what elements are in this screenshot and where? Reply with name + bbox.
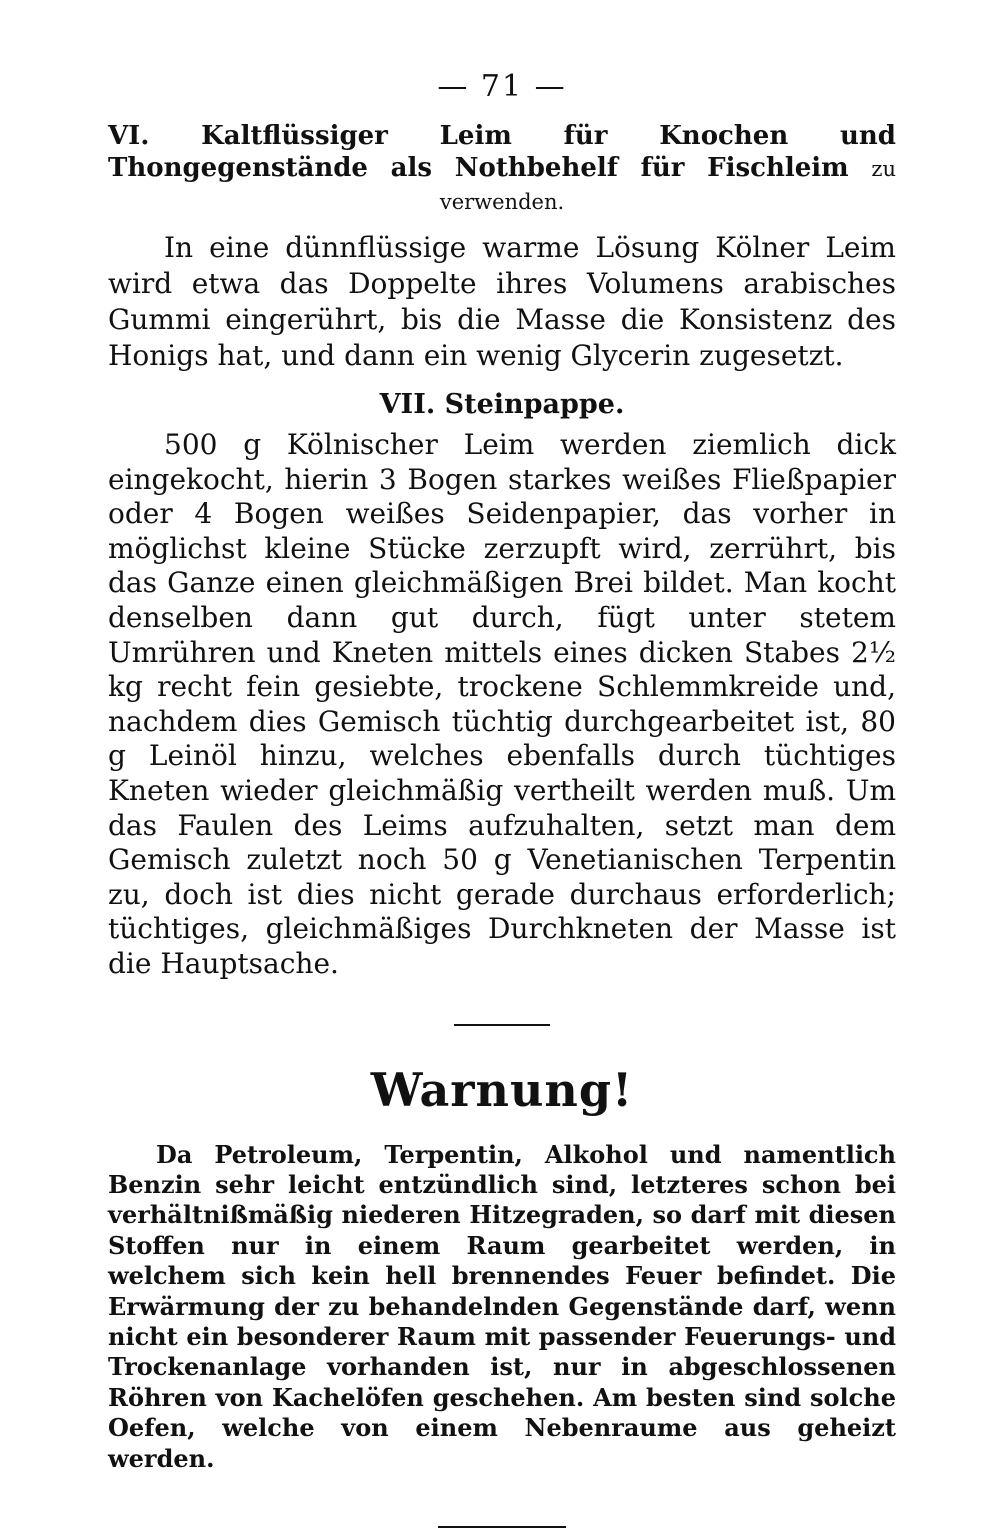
page-number: — 71 — bbox=[437, 69, 567, 104]
section-vii-paragraph: 500 g Kölnischer Leim werden ziemlich dick eingekocht, hierin 3 Bogen starkes weißes Fließpapier oder 4 Bogen weißes Seidenpapier, das vorher in möglichst kleine Stücke zerzupft wird, zerrührt, bis das Ganze einen gleichmäßigen Brei bildet. Man kocht denselben dann gut durch, fügt unter stetem Umrühren und Kneten mittels eines dicken Stabes 2½ kg recht fein gesiebte, trockene Schlemmkreide und, nachdem dies Gemisch tüchtig durchgearbeitet ist, 80 g Leinöl hinzu, welches ebenfalls durch tüchtiges Kneten wieder gleichmäßig vertheilt werden muß. Um das Faulen des Leims aufzuhalten, setzt man dem Gemisch zuletzt noch 50 g Venetianischen Terpentin zu, doch ist dies nicht gerade durchaus erforderlich; tüchtiges, gleichmäßiges Durchkneten der Masse ist die Hauptsache. bbox=[108, 428, 896, 980]
warning-title: Warnung! bbox=[370, 1062, 634, 1117]
book-page bbox=[108, 60, 896, 1528]
warning-paragraph: Da Petroleum, Terpentin, Alkohol und namentlich Benzin sehr leicht entzündlich sind, letzteres schon bei verhältnißmäßig niederen Hitzegraden, so darf mit diesen Stoffen nur in einem Raum gearbeitet werden, in welchem sich kein hell brennendes Feuer befindet. Die Erwärmung der zu behandelnden Gegenstände darf, wenn nicht ein besonderer Raum mit passender Feuerungs- und Trockenanlage vorhanden ist, nur in abgeschlossenen Röhren von Kachelöfen geschehen. Am besten sind solche Oefen, welche von einem Nebenraume aus geheizt werden. bbox=[108, 1139, 896, 1473]
section-vii-heading: VII. Steinpappe. bbox=[379, 389, 625, 420]
section-vi-title-small: zu verwenden. bbox=[439, 157, 896, 214]
divider-rule bbox=[454, 1024, 550, 1026]
section-vi-numeral: VI. bbox=[108, 121, 150, 151]
section-vi-heading bbox=[108, 120, 896, 218]
section-vi-title: Kaltflüssiger Leim für Knochen und Thongegenstände als Nothbehelf für Fischleim bbox=[108, 121, 896, 183]
section-vi-paragraph: In eine dünnflüssige warme Lösung Kölner Leim wird etwa das Doppelte ihres Volumens arabisches Gummi eingerührt, bis die Masse die Konsistenz des Honigs hat, und dann ein wenig Glycerin zugesetzt. bbox=[108, 231, 896, 372]
